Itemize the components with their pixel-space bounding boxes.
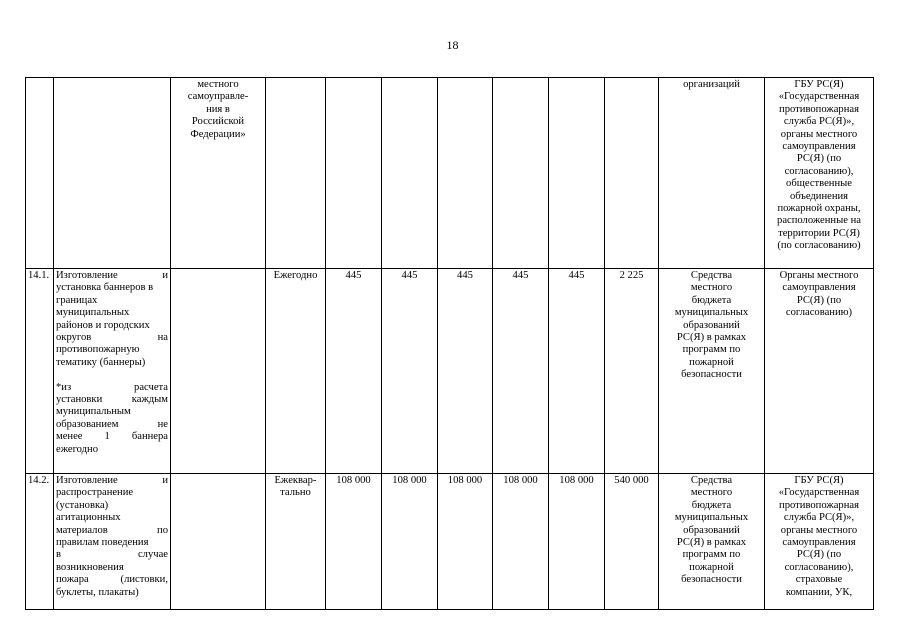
executor-line: «Государственная <box>778 91 860 103</box>
period-cell: Ежегодно <box>266 269 326 474</box>
activity-name-line: буклеты, плакаты) <box>56 586 139 598</box>
program-activities-table <box>25 77 874 610</box>
executor-line: общественные <box>786 178 852 190</box>
activity-name-line: в случае <box>56 549 168 561</box>
value-cell: 108 000 <box>382 474 438 610</box>
program-name-line: ния в <box>206 103 230 115</box>
executor-line: объединения <box>789 190 849 202</box>
activity-name-line: пожара (листовки, <box>56 574 168 586</box>
executor-line: согласованию), <box>784 165 854 177</box>
activity-name-line: возникновения <box>56 561 124 573</box>
funding-source-line: бюджета <box>691 499 732 511</box>
executor-line: самоуправления <box>782 282 856 294</box>
value-cell <box>382 78 438 269</box>
period-line: тально <box>280 487 311 499</box>
total-cell: 540 000 <box>605 474 659 610</box>
executor-line: РС(Я) (по <box>796 549 842 561</box>
program-name-line: самоуправле- <box>187 91 249 103</box>
activity-note-line: установки каждым <box>56 394 168 406</box>
value-cell <box>438 78 493 269</box>
executor-line: противопожарная <box>779 499 859 511</box>
executor-line: страховые <box>795 574 843 586</box>
activity-note-line: *из расчета <box>56 381 168 393</box>
total-cell: 2 225 <box>605 269 659 474</box>
program-name-line: Федерации» <box>190 128 246 140</box>
executor-cell <box>765 474 874 610</box>
table-row-14-2 <box>26 474 874 610</box>
program-name-line: местного <box>197 79 239 90</box>
executor-line: компании, УК, <box>785 586 853 598</box>
funding-source-cell <box>659 474 765 610</box>
period-cell <box>266 78 326 269</box>
activity-name-line: материалов по <box>56 524 168 536</box>
activity-name-line: правилам поведения <box>56 537 149 549</box>
activity-name-cell <box>54 78 171 269</box>
value-cell <box>326 78 382 269</box>
value-cell: 445 <box>326 269 382 474</box>
table-row-14-1 <box>26 269 874 474</box>
value-cell: 108 000 <box>549 474 605 610</box>
activity-name-line: муниципальных <box>56 307 130 319</box>
value-cell: 445 <box>382 269 438 474</box>
executor-line: согласованию) <box>785 307 853 319</box>
program-name-line: Российской <box>191 116 245 128</box>
activity-note-line: менее 1 баннера <box>56 431 168 443</box>
activity-name-line: районов и городских <box>56 319 150 331</box>
activity-note-line: ежегодно <box>56 443 99 455</box>
period-line: Ежеквар- <box>274 475 317 486</box>
funding-source-line: пожарной <box>689 356 734 368</box>
executor-line: органы местного <box>780 524 858 536</box>
funding-source-cell <box>659 269 765 474</box>
executor-line: расположенные на <box>777 215 861 227</box>
funding-source-line: Средства <box>690 270 733 281</box>
page-number: 18 <box>446 38 459 52</box>
activity-name-line: Изготовление и <box>56 475 168 486</box>
activity-name-line: тематику (баннеры) <box>56 356 146 368</box>
funding-source-line: РС(Я) в рамках <box>676 537 747 549</box>
executor-line: ГБУ РС(Я) <box>794 475 844 486</box>
executor-line: РС(Я) (по <box>796 153 842 165</box>
activity-name-line: агитационных <box>56 512 121 524</box>
funding-source-line: организаций <box>683 79 740 90</box>
funding-source-line: образований <box>683 524 740 536</box>
executor-line: ГБУ РС(Я) <box>794 79 844 90</box>
table-row-continuation <box>26 78 874 269</box>
executor-line: служба РС(Я)», <box>783 512 855 524</box>
funding-source-line: местного <box>690 487 733 499</box>
executor-line: пожарной охраны, <box>777 203 861 215</box>
executor-line: (по согласованию) <box>777 240 861 252</box>
program-name-cell <box>171 269 266 474</box>
program-name-cell <box>171 474 266 610</box>
funding-source-line: безопасности <box>681 574 742 586</box>
value-cell: 445 <box>549 269 605 474</box>
activity-name-line: установка баннеров в <box>56 282 154 294</box>
activity-name-cell <box>54 269 171 474</box>
row-number-cell: 14.2. <box>26 474 54 610</box>
program-name-cell <box>171 78 266 269</box>
period-cell <box>266 474 326 610</box>
funding-source-line: муниципальных <box>674 512 749 524</box>
activity-note-line: муниципальным <box>56 406 131 418</box>
row-number-cell: 14.1. <box>26 269 54 474</box>
activity-name-line: противопожарную <box>56 344 140 356</box>
value-cell: 108 000 <box>493 474 549 610</box>
executor-line: противопожарная <box>779 103 859 115</box>
executor-line: самоуправления <box>782 141 856 153</box>
funding-source-line: РС(Я) в рамках <box>676 332 747 344</box>
funding-source-cell <box>659 78 765 269</box>
value-cell <box>549 78 605 269</box>
funding-source-line: программ по <box>682 344 741 356</box>
total-cell <box>605 78 659 269</box>
value-cell: 445 <box>493 269 549 474</box>
row-number-cell <box>26 78 54 269</box>
executor-line: территории РС(Я) <box>778 227 860 239</box>
value-cell: 108 000 <box>326 474 382 610</box>
funding-source-line: безопасности <box>681 369 742 381</box>
activity-name-line: распространение <box>56 487 134 499</box>
activity-name-line: округов на <box>56 332 168 344</box>
executor-line: Органы местного <box>779 270 859 281</box>
executor-line: РС(Я) (по <box>796 294 842 306</box>
funding-source-line: бюджета <box>691 294 732 306</box>
executor-cell <box>765 78 874 269</box>
value-cell <box>493 78 549 269</box>
funding-source-line: программ по <box>682 549 741 561</box>
value-cell: 108 000 <box>438 474 493 610</box>
executor-line: согласованию), <box>784 561 854 573</box>
activity-note-line: образованием не <box>56 418 168 430</box>
funding-source-line: пожарной <box>689 561 734 573</box>
funding-source-line: местного <box>690 282 733 294</box>
activity-name-line: (установка) <box>56 499 109 511</box>
executor-line: самоуправления <box>782 537 856 549</box>
funding-source-line: муниципальных <box>674 307 749 319</box>
activity-name-line: границах <box>56 294 98 306</box>
executor-line: органы местного <box>780 128 858 140</box>
funding-source-line: образований <box>683 319 740 331</box>
executor-line: служба РС(Я)», <box>783 116 855 128</box>
executor-line: «Государственная <box>778 487 860 499</box>
activity-name-line: Изготовление и <box>56 270 168 281</box>
executor-cell <box>765 269 874 474</box>
activity-name-cell <box>54 474 171 610</box>
value-cell: 445 <box>438 269 493 474</box>
funding-source-line: Средства <box>690 475 733 486</box>
